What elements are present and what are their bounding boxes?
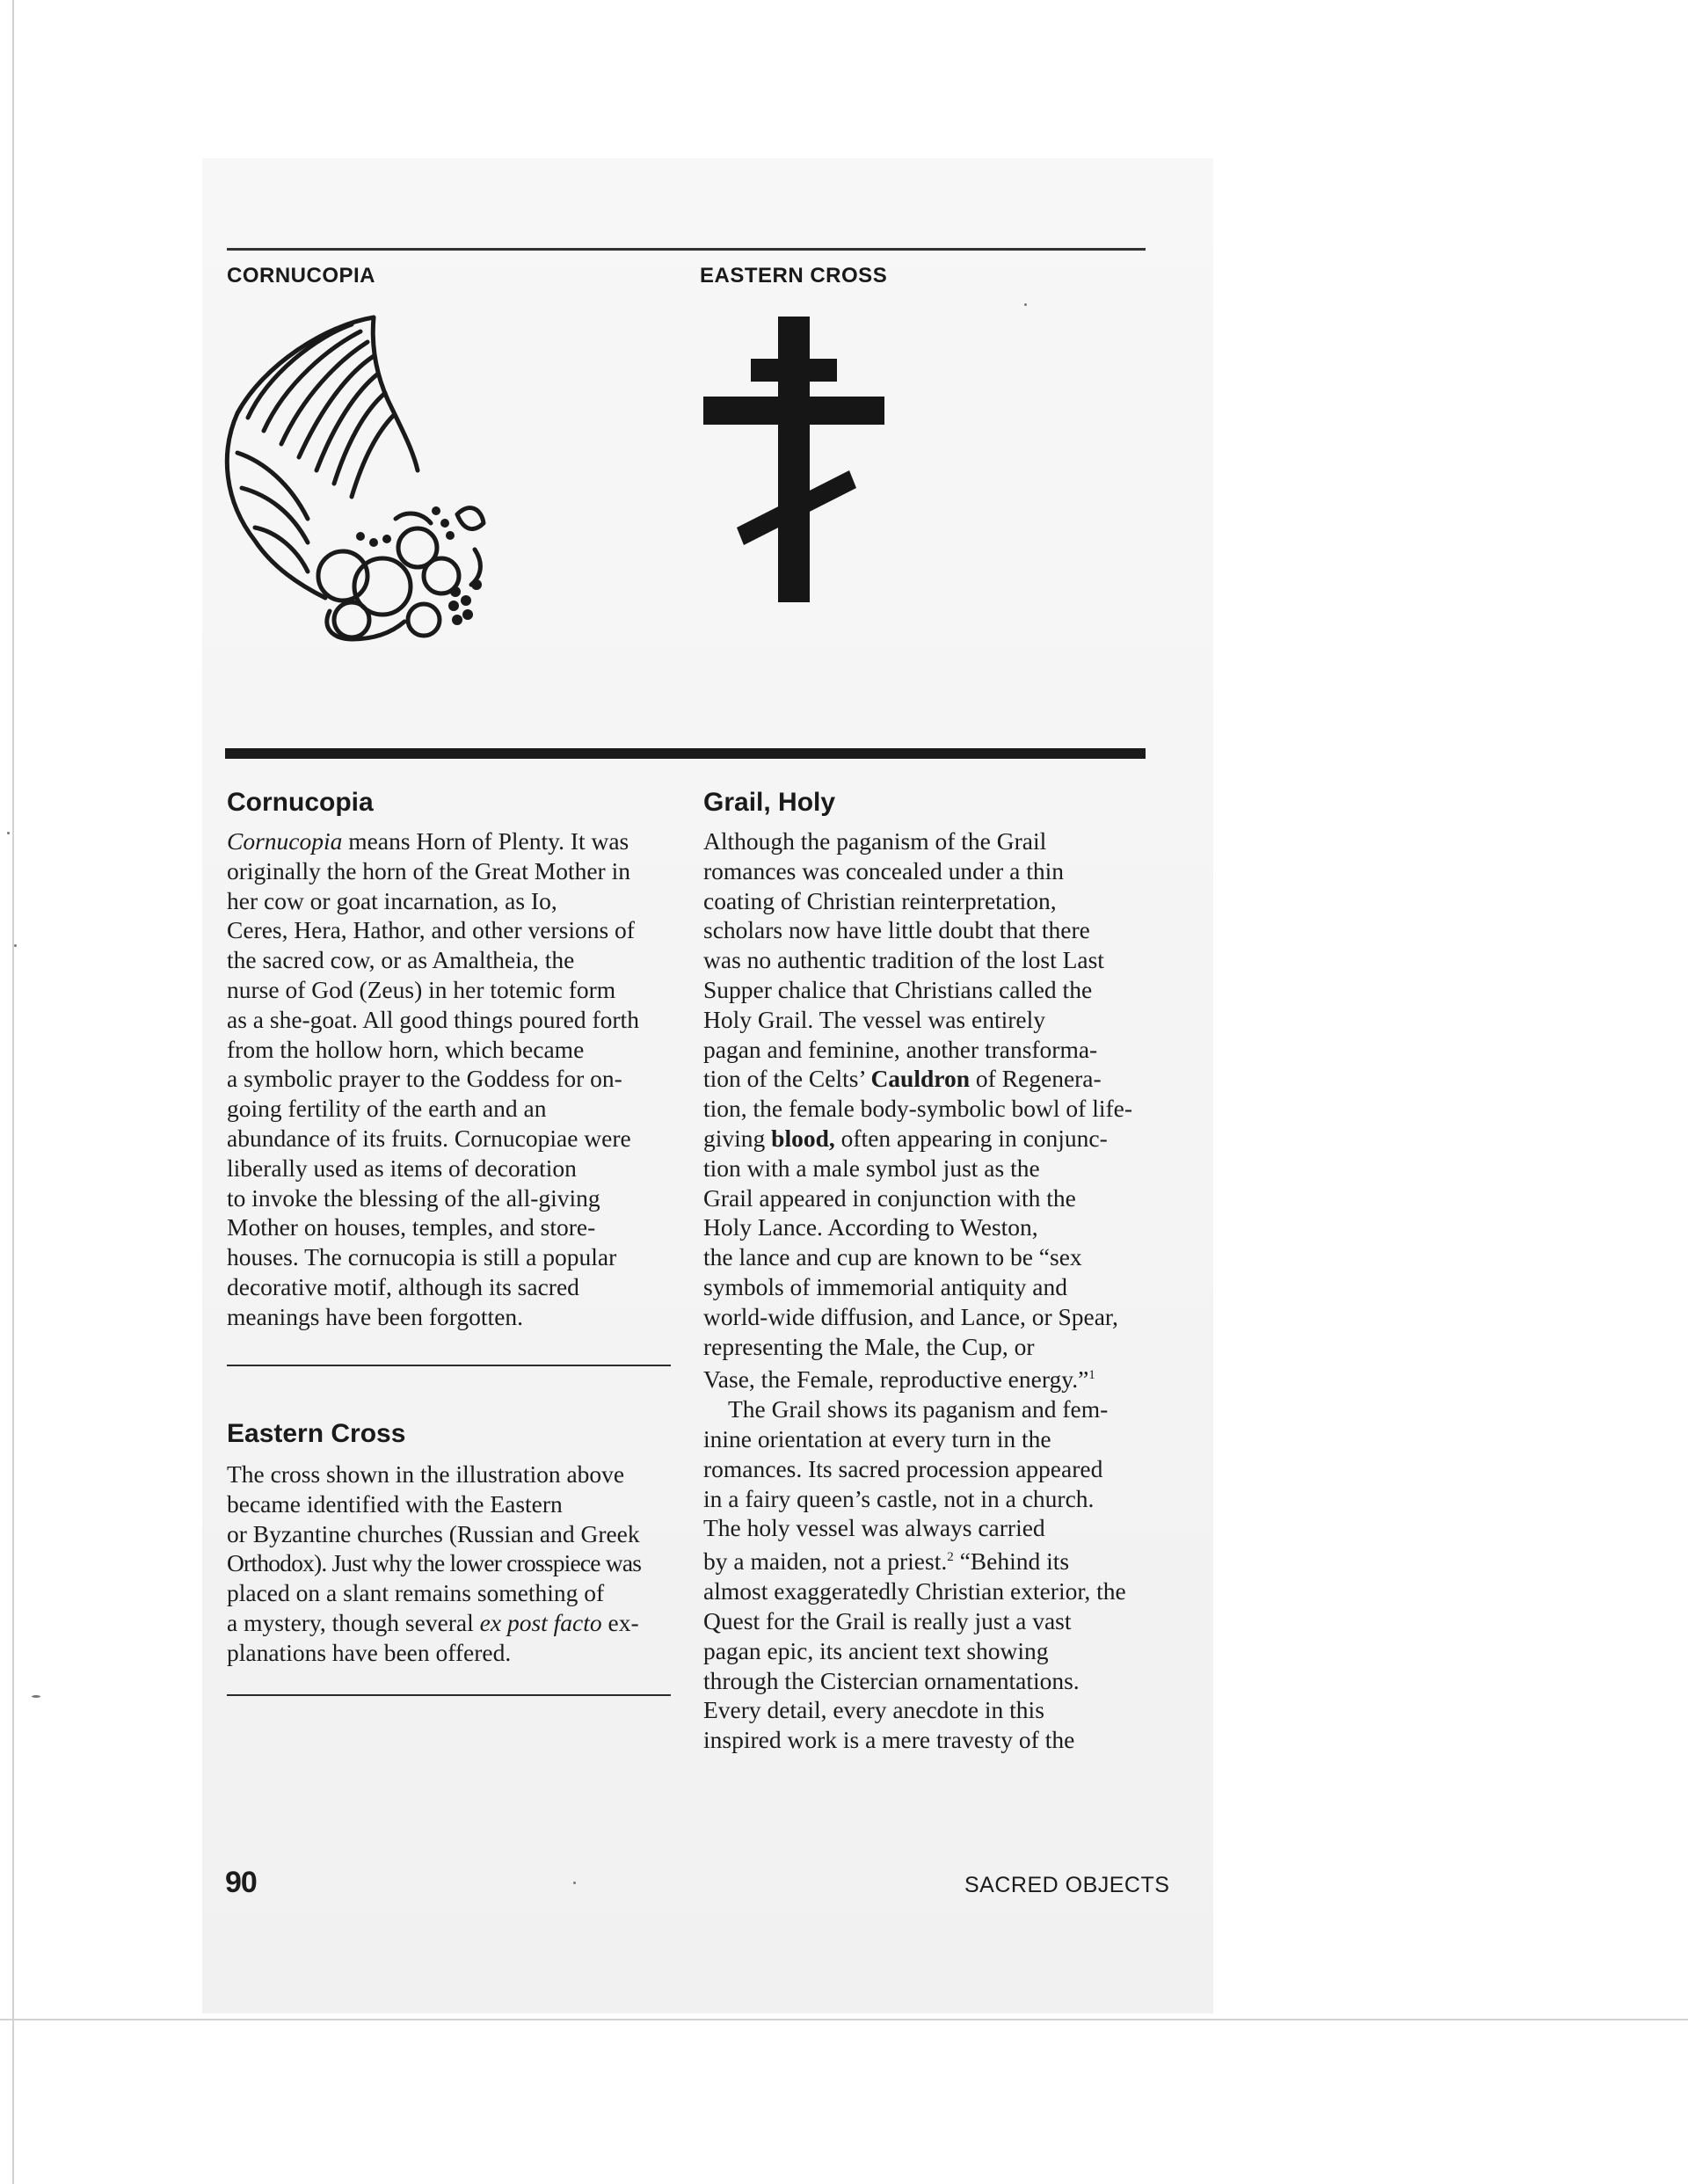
text-line: Cornucopia means Horn of Plenty. It was: [227, 827, 629, 855]
section-divider: [225, 748, 1146, 759]
text-line: Quest for the Grail is really just a vast: [703, 1607, 1072, 1635]
italic-term: ex post facto: [479, 1608, 602, 1636]
page-number: 90: [225, 1866, 257, 1899]
text-line: was no authentic tradition of the lost Last: [703, 946, 1104, 974]
text-line: pagan epic, its ancient text showing: [703, 1636, 1049, 1664]
text-line: almost exaggeratedly Christian exterior, the: [703, 1577, 1126, 1605]
entry-heading-cornucopia: Cornucopia: [227, 788, 374, 817]
text-line: representing the Male, the Cup, or: [703, 1332, 1035, 1360]
text-line: abundance of its fruits. Cornucopiae were: [227, 1124, 631, 1152]
footnote-marker: 2: [947, 1550, 954, 1565]
text-line: Although the paganism of the Grail: [703, 827, 1047, 855]
footnote-marker: 1: [1088, 1368, 1095, 1383]
caption-eastern-cross: EASTERN CROSS: [700, 264, 888, 288]
text-line: scholars now have little doubt that there: [703, 916, 1090, 944]
text-line: inspired work is a mere travesty of the: [703, 1726, 1075, 1754]
text-line: placed on a slant remains something of: [227, 1579, 605, 1607]
text-line: Every detail, every anecdote in this: [703, 1696, 1044, 1724]
text-line: by a maiden, not a priest.$^2$ “Behind its: [703, 1547, 1070, 1576]
text-line: or Byzantine churches (Russian and Greek: [227, 1519, 640, 1547]
text-line: pagan and feminine, another transforma-: [703, 1035, 1098, 1063]
text-line: decorative motif, although its sacred: [227, 1272, 579, 1300]
text-line: her cow or goat incarnation, as Io,: [227, 886, 557, 914]
cornucopia-illustration: [220, 312, 501, 646]
text-line: Holy Grail. The vessel was entirely: [703, 1005, 1045, 1033]
text-line: a symbolic prayer to the Goddess for on-: [227, 1065, 622, 1093]
running-footer: SACRED OBJECTS: [964, 1873, 1170, 1897]
scan-speck: [1024, 303, 1027, 306]
text-line: Supper chalice that Christians called the: [703, 975, 1093, 1003]
text-line: the lance and cup are known to be “sex: [703, 1243, 1082, 1271]
text-line: coating of Christian reinterpretation,: [703, 886, 1057, 914]
cross-reference: Cauldron: [870, 1065, 971, 1093]
eastern-cross-illustration: [695, 317, 897, 607]
text-line: romances was concealed under a thin: [703, 856, 1065, 885]
text-line: tion of the Celts’ Cauldron of Regenera-: [703, 1065, 1102, 1093]
text-line: a mystery, though several ex post facto ex-: [227, 1608, 639, 1636]
text-line: world-wide diffusion, and Lance, or Spear,: [703, 1302, 1118, 1330]
text-line: Vase, the Female, reproductive energy.”$^1$: [703, 1365, 1095, 1394]
text-line: through the Cistercian ornamentations.: [703, 1666, 1080, 1694]
text-line: inine orientation at every turn in the: [703, 1425, 1051, 1453]
entry-body-grail-holy: [703, 826, 1160, 1755]
entry-rule: [227, 1365, 671, 1366]
text-line: planations have been offered.: [227, 1638, 512, 1666]
text-line: Mother on houses, temples, and store-: [227, 1213, 596, 1241]
text-line: symbols of immemorial antiquity and: [703, 1272, 1067, 1300]
scan-speck: [7, 832, 10, 834]
text-line: The cross shown in the illustration above: [227, 1460, 625, 1488]
header-rule: [227, 248, 1146, 251]
text-line: meanings have been forgotten.: [227, 1302, 524, 1330]
entry-heading-eastern-cross: Eastern Cross: [227, 1419, 406, 1448]
text-line: Ceres, Hera, Hathor, and other versions of: [227, 916, 635, 944]
text-line: to invoke the blessing of the all-giving: [227, 1183, 600, 1212]
text-line: Orthodox). Just why the lower crosspiece was: [227, 1549, 642, 1577]
scan-speck: [573, 1882, 576, 1884]
text-line: in a fairy queen’s castle, not in a church.: [703, 1484, 1095, 1512]
entry-body-cornucopia: [227, 826, 675, 1332]
text-line: nurse of God (Zeus) in her totemic form: [227, 975, 616, 1003]
text-line: The Grail shows its paganism and fem-: [728, 1395, 1109, 1423]
text-line: romances. Its sacred procession appeared: [703, 1454, 1103, 1482]
text-line: giving blood, often appearing in conjunc-: [703, 1124, 1108, 1152]
scan-edge-bottom: [0, 2019, 1688, 2020]
text-line: originally the horn of the Great Mother in: [227, 856, 630, 885]
entry-heading-grail-holy: Grail, Holy: [703, 788, 836, 817]
scan-speck: [14, 944, 17, 947]
entry-rule: [227, 1694, 671, 1696]
text-line: the sacred cow, or as Amaltheia, the: [227, 946, 575, 974]
italic-term: Cornucopia: [227, 827, 343, 855]
scan-edge-left: [12, 0, 14, 2184]
text-line: tion, the female body-symbolic bowl of life-: [703, 1095, 1133, 1123]
text-line: Grail appeared in conjunction with the: [703, 1183, 1076, 1212]
text-line: The holy vessel was always carried: [703, 1514, 1045, 1542]
text-line: tion with a male symbol just as the: [703, 1154, 1040, 1182]
text-line: going fertility of the earth and an: [227, 1095, 547, 1123]
caption-cornucopia: CORNUCOPIA: [227, 264, 376, 288]
text-line: houses. The cornucopia is still a popular: [227, 1243, 617, 1271]
scan-speck: [32, 1695, 40, 1698]
entry-body-eastern-cross: [227, 1460, 675, 1668]
text-line: became identified with the Eastern: [227, 1489, 563, 1518]
text-line: as a she-goat. All good things poured forth: [227, 1005, 639, 1033]
text-line: liberally used as items of decoration: [227, 1154, 577, 1182]
cross-reference: blood,: [771, 1124, 835, 1152]
text-line: from the hollow horn, which became: [227, 1035, 585, 1063]
text-line: Holy Lance. According to Weston,: [703, 1213, 1038, 1241]
